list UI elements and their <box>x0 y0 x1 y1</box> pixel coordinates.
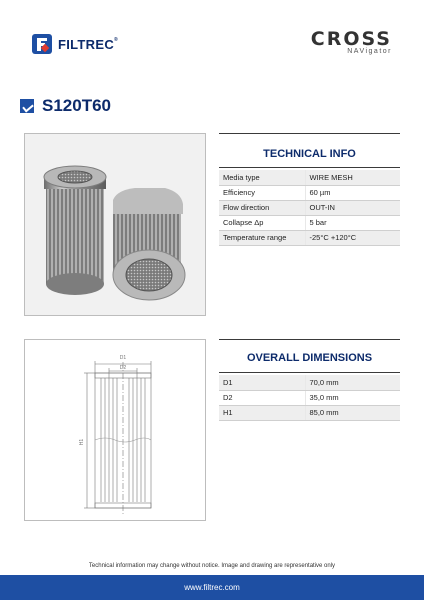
table-cell-label: D1 <box>219 375 305 390</box>
table-cell-value: WIRE MESH <box>305 170 400 185</box>
table-cell-label: Flow direction <box>219 200 305 215</box>
table-row <box>219 230 400 245</box>
table-cell-value: 70,0 mm <box>305 375 400 390</box>
page-header <box>32 28 392 68</box>
filtrec-logo-text: FILTREC® <box>58 36 119 52</box>
drawing-label-h1: H1 <box>79 438 85 446</box>
filter-photo-illustration-icon <box>25 134 205 315</box>
cross-logo-text: CROSS <box>310 28 392 50</box>
table-cell-value: 85,0 mm <box>305 405 400 420</box>
table-row <box>219 375 400 390</box>
table-row <box>219 185 400 200</box>
dimensions-title-rule <box>219 372 400 373</box>
drawing-label-d2: D2 <box>119 365 127 371</box>
cross-navigator-logo[interactable] <box>311 28 392 55</box>
navigator-logo-text: NAVigator <box>347 48 392 55</box>
page-footer <box>0 575 424 600</box>
table-cell-value: OUT-IN <box>305 200 400 215</box>
table-row <box>219 405 400 420</box>
table-row <box>219 200 400 215</box>
filter-drawing-illustration-icon <box>25 340 205 520</box>
technical-info-top-rule <box>219 133 400 134</box>
table-cell-value: 35,0 mm <box>305 390 400 405</box>
table-row <box>219 170 400 185</box>
table-cell-value: 5 bar <box>305 215 400 230</box>
filtrec-logo-mark-icon <box>32 34 52 54</box>
disclaimer-footnote: Technical information may change without notice. Image and drawing are representative only <box>88 563 336 569</box>
product-heading <box>20 96 111 116</box>
table-cell-label: Temperature range <box>219 230 305 245</box>
product-badge-icon <box>20 99 34 113</box>
table-cell-label: Media type <box>219 170 305 185</box>
table-cell-value: -25°C +120°C <box>305 230 400 245</box>
dimensions-title: OVERALL DIMENSIONS <box>246 352 373 364</box>
table-row <box>219 215 400 230</box>
technical-info-title-rule <box>219 167 400 168</box>
dimensions-top-rule <box>219 339 400 340</box>
website-link[interactable]: www.filtrec.com <box>184 583 240 592</box>
technical-info-table <box>219 170 400 246</box>
product-code: S120T60 <box>42 96 111 115</box>
drawing-label-d1: D1 <box>119 355 127 361</box>
table-cell-label: H1 <box>219 405 305 420</box>
table-cell-value: 60 µm <box>305 185 400 200</box>
technical-info-title: TECHNICAL INFO <box>263 148 356 160</box>
table-cell-label: Collapse Δp <box>219 215 305 230</box>
technical-drawing <box>24 339 206 521</box>
product-photo <box>24 133 206 316</box>
table-cell-label: Efficiency <box>219 185 305 200</box>
filtrec-logo[interactable] <box>32 34 118 54</box>
table-row <box>219 390 400 405</box>
dimensions-table <box>219 375 400 421</box>
table-cell-label: D2 <box>219 390 305 405</box>
